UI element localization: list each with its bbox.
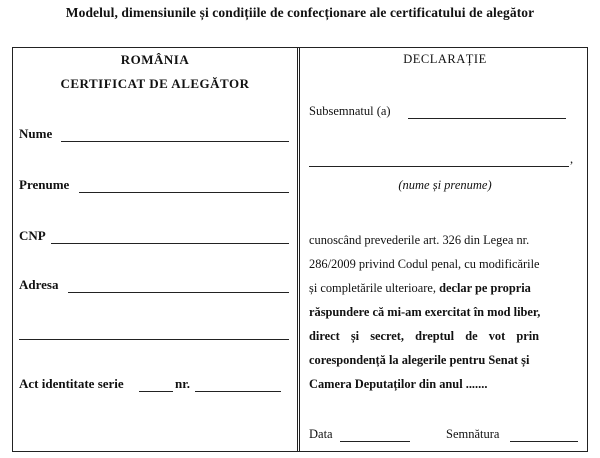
- declaration-line-3-bold: declar pe propria: [439, 281, 531, 295]
- subsemnatul-line[interactable]: [408, 118, 566, 119]
- act-nr-label: nr.: [175, 376, 191, 391]
- declaration-line-6: corespondență la alegerile pentru Senat și: [309, 353, 530, 367]
- nume-label: Nume: [19, 126, 53, 141]
- name-caption: (nume și prenume): [398, 178, 492, 192]
- country-title: ROMÂNIA: [120, 52, 190, 67]
- panel-divider: [297, 48, 300, 451]
- prenume-label: Prenume: [19, 177, 70, 192]
- declaration-line-5: direct și secret, dreptul de vot prin: [309, 329, 540, 343]
- certificate-title: CERTIFICAT DE ALEGĂTOR: [60, 76, 250, 91]
- document-heading: Modelul, dimensiunile și condițiile de confecționare ale certificatului de alegător: [65, 5, 535, 20]
- act-serie-line[interactable]: [139, 391, 173, 392]
- nume-line[interactable]: [61, 141, 289, 142]
- declaration-line-2: 286/2009 privind Codul penal, cu modificările: [309, 257, 540, 271]
- cnp-label: CNP: [19, 228, 46, 243]
- prenume-line[interactable]: [79, 192, 289, 193]
- subsemnatul-label: Subsemnatul (a): [309, 104, 391, 118]
- data-line[interactable]: [340, 441, 410, 442]
- adresa-line[interactable]: [68, 292, 289, 293]
- act-nr-line[interactable]: [195, 391, 281, 392]
- data-label: Data: [309, 427, 333, 441]
- cnp-line[interactable]: [51, 243, 289, 244]
- declaration-line-3-normal: și completările ulterioare,: [309, 281, 436, 295]
- act-identitate-label: Act identitate serie: [19, 376, 124, 391]
- semnatura-label: Semnătura: [446, 427, 500, 441]
- name-comma: ,: [570, 152, 574, 166]
- adresa-label: Adresa: [19, 277, 59, 292]
- declaration-title: DECLARAȚIE: [403, 52, 487, 66]
- voter-certificate-card: [12, 47, 588, 452]
- full-name-line[interactable]: [309, 166, 569, 167]
- declaration-line-1: cunoscând prevederile art. 326 din Legea nr.: [309, 233, 530, 247]
- semnatura-line[interactable]: [510, 441, 578, 442]
- declaration-line-7: Camera Deputaților din anul .......: [309, 377, 488, 391]
- adresa-line-2[interactable]: [19, 339, 289, 340]
- declaration-line-4: răspundere că mi-am exercitat în mod liber,: [309, 305, 541, 319]
- declaration-line-3: [309, 276, 531, 301]
